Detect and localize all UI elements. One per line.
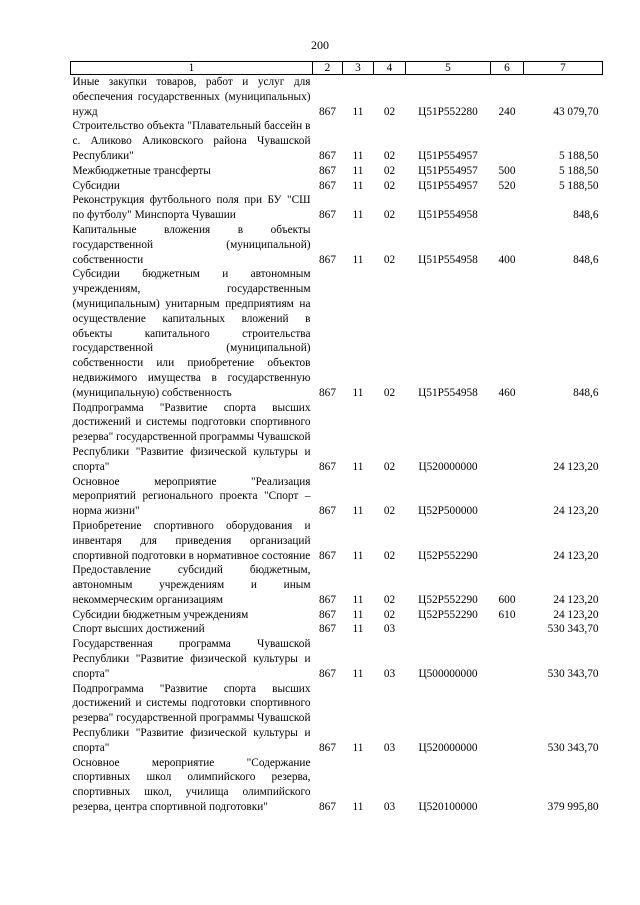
row-name: Спорт высших достижений xyxy=(72,623,205,636)
row-name: Подпрограмма "Развитие спорта высших достижений и системы подготовки спортивного резерва" государственной программы Чувашской Республики "Развитие физической культуры и спорта" xyxy=(72,401,311,473)
row-target-article: Ц51Р554957 xyxy=(418,164,478,177)
row-target-article: Ц520100000 xyxy=(418,801,478,814)
row-ved: 867 xyxy=(319,105,336,118)
row-expense-type xyxy=(491,401,524,475)
row-name: Государственная программа Чувашской Республики "Развитие физической культуры и спорта" xyxy=(72,638,311,680)
row-target-article: Ц52Р552290 xyxy=(418,549,478,562)
row-target-article: Ц51Р552280 xyxy=(418,105,478,118)
table-header xyxy=(71,62,603,75)
row-expense-type xyxy=(491,519,524,563)
col-header-1: 1 xyxy=(71,62,313,75)
table-body xyxy=(71,75,603,815)
row-subsection: 03 xyxy=(383,801,396,814)
row-target-article xyxy=(406,622,491,637)
row-ved: 867 xyxy=(319,549,336,562)
table-row xyxy=(71,475,603,519)
row-target-article: Ц52Р500000 xyxy=(418,505,478,518)
table-row xyxy=(71,164,603,179)
row-section: 11 xyxy=(352,386,364,399)
row-subsection: 02 xyxy=(383,105,396,118)
table-row xyxy=(71,563,603,607)
row-section: 11 xyxy=(352,179,364,192)
row-name: Иные закупки товаров, работ и услуг для обеспечения государственных (муниципальных) нужд xyxy=(72,76,311,118)
row-ved: 867 xyxy=(319,608,336,621)
row-amount: 530 343,70 xyxy=(547,623,599,636)
row-expense-type xyxy=(491,193,524,223)
row-section: 11 xyxy=(352,149,364,162)
row-name: Капитальные вложения в объекты государственной (муниципальной) собственности xyxy=(72,223,311,266)
row-expense-type: 240 xyxy=(498,105,516,118)
row-expense-type: 610 xyxy=(498,608,516,621)
row-subsection: 02 xyxy=(383,593,396,606)
row-amount: 24 123,20 xyxy=(553,593,599,606)
row-target-article: Ц51Р554958 xyxy=(418,209,478,222)
row-subsection: 03 xyxy=(383,667,396,680)
row-ved: 867 xyxy=(319,460,336,473)
row-subsection: 03 xyxy=(383,623,396,636)
row-section: 11 xyxy=(352,460,364,473)
table-row xyxy=(71,756,603,815)
row-target-article: Ц500000000 xyxy=(418,667,478,680)
row-expense-type xyxy=(491,637,524,681)
row-name: Строительство объекта "Плавательный бассейн в с. Аликово Аликовского района Чувашской Республики" xyxy=(72,120,311,162)
table-row xyxy=(71,622,603,637)
row-ved: 867 xyxy=(319,741,336,754)
row-subsection: 02 xyxy=(383,253,396,266)
col-header-5: 5 xyxy=(406,62,491,75)
col-header-7: 7 xyxy=(524,62,603,75)
col-header-4: 4 xyxy=(374,62,406,75)
row-ved: 867 xyxy=(319,667,336,680)
row-target-article: Ц51Р554958 xyxy=(418,253,478,266)
row-expense-type xyxy=(491,119,524,163)
row-amount: 24 123,20 xyxy=(553,549,599,562)
header-row xyxy=(71,62,603,75)
row-ved: 867 xyxy=(319,505,336,518)
row-amount: 5 188,50 xyxy=(558,149,599,162)
row-name: Межбюджетные трансферты xyxy=(72,164,211,177)
row-expense-type: 500 xyxy=(498,164,516,177)
row-target-article: Ц520000000 xyxy=(418,460,478,473)
row-subsection: 02 xyxy=(383,608,396,621)
row-expense-type xyxy=(491,475,524,519)
row-amount: 530 343,70 xyxy=(547,741,599,754)
row-subsection: 02 xyxy=(383,179,396,192)
table-row xyxy=(71,267,603,400)
row-target-article: Ц52Р552290 xyxy=(418,608,478,621)
row-section: 11 xyxy=(352,253,364,266)
row-amount: 848,6 xyxy=(573,209,599,222)
row-amount: 24 123,20 xyxy=(553,460,599,473)
table-row xyxy=(71,637,603,681)
row-target-article: Ц51Р554958 xyxy=(418,386,478,399)
row-ved: 867 xyxy=(319,801,336,814)
table-row xyxy=(71,519,603,563)
row-subsection: 02 xyxy=(383,505,396,518)
row-expense-type: 400 xyxy=(498,253,516,266)
row-name: Субсидии бюджетным и автономным учреждениям, государственным (муниципальным) унитарным предприятиям на осуществление капитальных вложений в объекты капитального строительства государственной (муниципальной) собственности или приобретение объектов недвижимого имущества в государственную (муниципальную) собственность xyxy=(72,268,311,399)
row-expense-type xyxy=(491,756,524,815)
row-section: 11 xyxy=(352,593,364,606)
budget-table xyxy=(70,61,603,815)
table-row xyxy=(71,119,603,163)
row-name: Субсидии xyxy=(72,179,120,192)
row-name: Субсидии бюджетным учреждениям xyxy=(72,608,249,621)
row-amount: 848,6 xyxy=(573,386,599,399)
row-amount: 848,6 xyxy=(573,253,599,266)
table-row xyxy=(71,75,603,120)
row-name: Реконструкция футбольного поля при БУ "СШ по футболу" Минспорта Чувашии xyxy=(72,194,311,222)
row-amount: 24 123,20 xyxy=(553,608,599,621)
row-name: Подпрограмма "Развитие спорта высших достижений и системы подготовки спортивного резерва" государственной программы Чувашской Республики "Развитие физической культуры и спорта" xyxy=(72,682,311,754)
row-ved: 867 xyxy=(319,386,336,399)
table-row xyxy=(71,179,603,194)
row-amount: 530 343,70 xyxy=(547,667,599,680)
row-expense-type: 520 xyxy=(498,179,516,192)
row-section: 11 xyxy=(352,164,364,177)
row-name: Предоставление субсидий бюджетным, автономным учреждениям и иным некоммерческим организациям xyxy=(72,564,311,606)
row-amount: 43 079,70 xyxy=(553,105,599,118)
row-expense-type xyxy=(491,622,524,637)
row-target-article: Ц51Р554957 xyxy=(418,149,478,162)
row-ved: 867 xyxy=(319,179,336,192)
row-section: 11 xyxy=(352,549,364,562)
row-section: 11 xyxy=(352,105,364,118)
table-row xyxy=(71,401,603,475)
row-expense-type xyxy=(491,682,524,756)
row-ved: 867 xyxy=(319,209,336,222)
row-amount: 379 995,80 xyxy=(547,801,599,814)
row-subsection: 02 xyxy=(383,386,396,399)
row-section: 11 xyxy=(352,623,364,636)
table-row xyxy=(71,682,603,756)
row-name: Основное мероприятие "Содержание спортивных школ олимпийского резерва, спортивных школ, училища олимпийского резерва, центра спортивной подготовки" xyxy=(72,756,311,814)
row-name: Основное мероприятие "Реализация мероприятий регионального проекта "Спорт – норма жизни" xyxy=(72,475,311,518)
row-section: 11 xyxy=(352,801,364,814)
row-subsection: 02 xyxy=(383,209,396,222)
row-target-article: Ц52Р552290 xyxy=(418,593,478,606)
row-subsection: 02 xyxy=(383,164,396,177)
row-subsection: 02 xyxy=(383,149,396,162)
row-subsection: 02 xyxy=(383,460,396,473)
row-expense-type: 460 xyxy=(498,386,516,399)
table-row xyxy=(71,193,603,223)
col-header-3: 3 xyxy=(343,62,374,75)
row-section: 11 xyxy=(352,505,364,518)
row-ved: 867 xyxy=(319,149,336,162)
row-amount: 24 123,20 xyxy=(553,505,599,518)
row-name: Приобретение спортивного оборудования и инвентаря для приведения организаций спортивной подготовки в нормативное состояние xyxy=(72,519,311,562)
row-target-article: Ц520000000 xyxy=(418,741,478,754)
col-header-6: 6 xyxy=(491,62,524,75)
row-target-article: Ц51Р554957 xyxy=(418,179,478,192)
table-row xyxy=(71,223,603,267)
row-section: 11 xyxy=(352,608,364,621)
row-subsection: 02 xyxy=(383,549,396,562)
row-ved: 867 xyxy=(319,253,336,266)
table-row xyxy=(71,608,603,623)
col-header-2: 2 xyxy=(313,62,343,75)
row-amount: 5 188,50 xyxy=(558,179,599,192)
row-section: 11 xyxy=(352,209,364,222)
page-number: 200 xyxy=(311,38,329,52)
row-section: 11 xyxy=(352,741,364,754)
row-subsection: 03 xyxy=(383,741,396,754)
row-ved: 867 xyxy=(319,593,336,606)
row-section: 11 xyxy=(352,667,364,680)
row-ved: 867 xyxy=(319,623,336,636)
row-expense-type: 600 xyxy=(498,593,516,606)
row-amount: 5 188,50 xyxy=(558,164,599,177)
row-ved: 867 xyxy=(319,164,336,177)
